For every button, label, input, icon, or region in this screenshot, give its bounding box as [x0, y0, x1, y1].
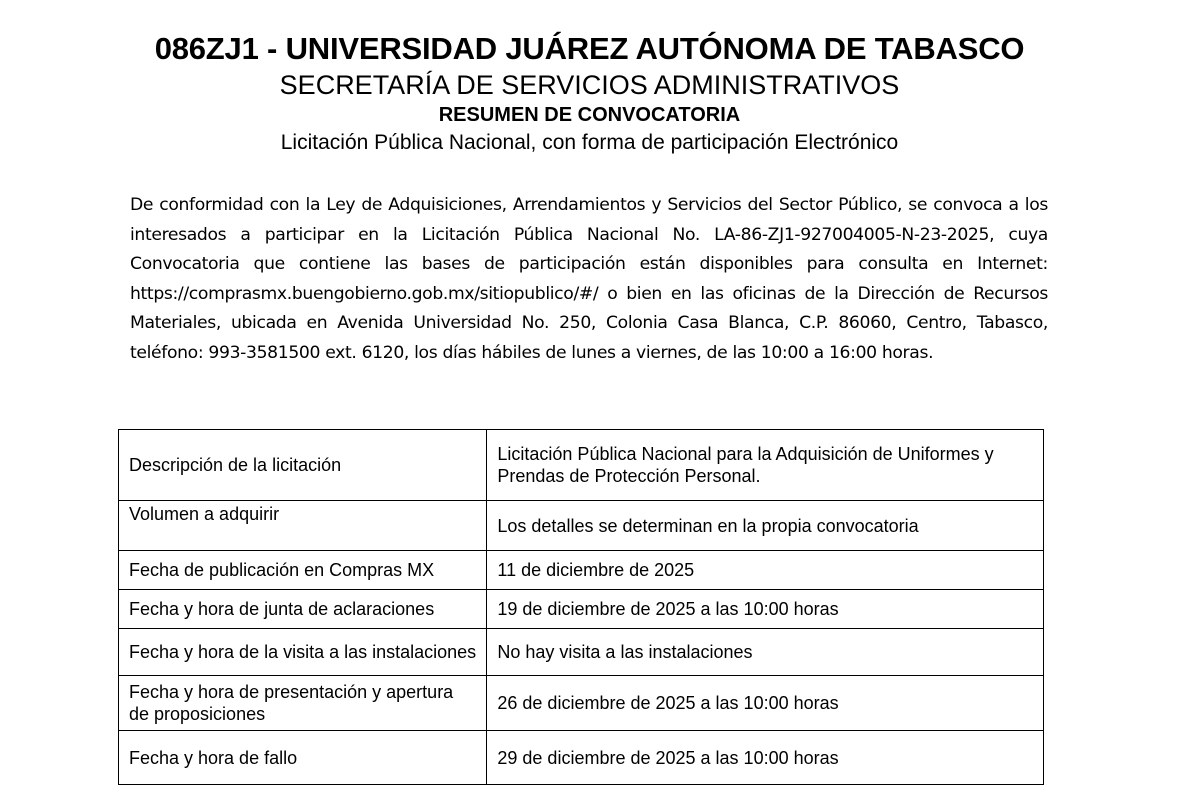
- summary-table: [118, 429, 1044, 785]
- table-row: [119, 551, 1044, 590]
- row-value: Licitación Pública Nacional para la Adquisición de Uniformes y Prendas de Protección Personal.: [487, 430, 1044, 501]
- row-value: 19 de diciembre de 2025 a las 10:00 horas: [487, 590, 1044, 629]
- table-row: [119, 676, 1044, 731]
- row-value: 11 de diciembre de 2025: [487, 551, 1044, 590]
- institution-title: 086ZJ1 - UNIVERSIDAD JUÁREZ AUTÓNOMA DE TABASCO: [154, 31, 1025, 66]
- table-row: [119, 501, 1044, 551]
- row-value: 29 de diciembre de 2025 a las 10:00 horas: [487, 731, 1044, 785]
- row-value: Los detalles se determinan en la propia convocatoria: [487, 501, 1044, 551]
- row-value: 26 de diciembre de 2025 a las 10:00 horas: [487, 676, 1044, 731]
- department-title: SECRETARÍA DE SERVICIOS ADMINISTRATIVOS: [279, 70, 900, 100]
- table-row: [119, 430, 1044, 501]
- row-label: Descripción de la licitación: [119, 430, 487, 501]
- table-row: [119, 629, 1044, 676]
- row-label: Fecha y hora de fallo: [119, 731, 487, 785]
- row-label: Fecha y hora de presentación y apertura de proposiciones: [119, 676, 487, 731]
- document-subtitle: Licitación Pública Nacional, con forma de participación Electrónico: [280, 131, 899, 154]
- row-label: Fecha y hora de la visita a las instalaciones: [119, 629, 487, 676]
- intro-paragraph: De conformidad con la Ley de Adquisiciones, Arrendamientos y Servicios del Sector Público, se convoca a los interesados a participar en la Licitación Pública Nacional No. LA-86-ZJ1-927004005-N-23-2025, cuya Convocatoria que contiene las bases de participación están disponibles para consulta en Internet: https://comprasmx.buengobierno.gob.mx/sitiopublico/#/ o bien en las oficinas de la Dirección de Recursos Materiales, ubicada en Avenida Universidad No. 250, Colonia Casa Blanca, C.P. 86060, Centro, Tabasco, teléfono: 993-3581500 ext. 6120, los días hábiles de lunes a viernes, de las 10:00 a 16:00 horas.: [130, 195, 1048, 363]
- row-label: Fecha y hora de junta de aclaraciones: [119, 590, 487, 629]
- table-row: [119, 731, 1044, 785]
- row-label: Volumen a adquirir: [119, 501, 487, 551]
- document-title: RESUMEN DE CONVOCATORIA: [438, 104, 741, 126]
- row-value: No hay visita a las instalaciones: [487, 629, 1044, 676]
- table-row: [119, 590, 1044, 629]
- row-label: Fecha de publicación en Compras MX: [119, 551, 487, 590]
